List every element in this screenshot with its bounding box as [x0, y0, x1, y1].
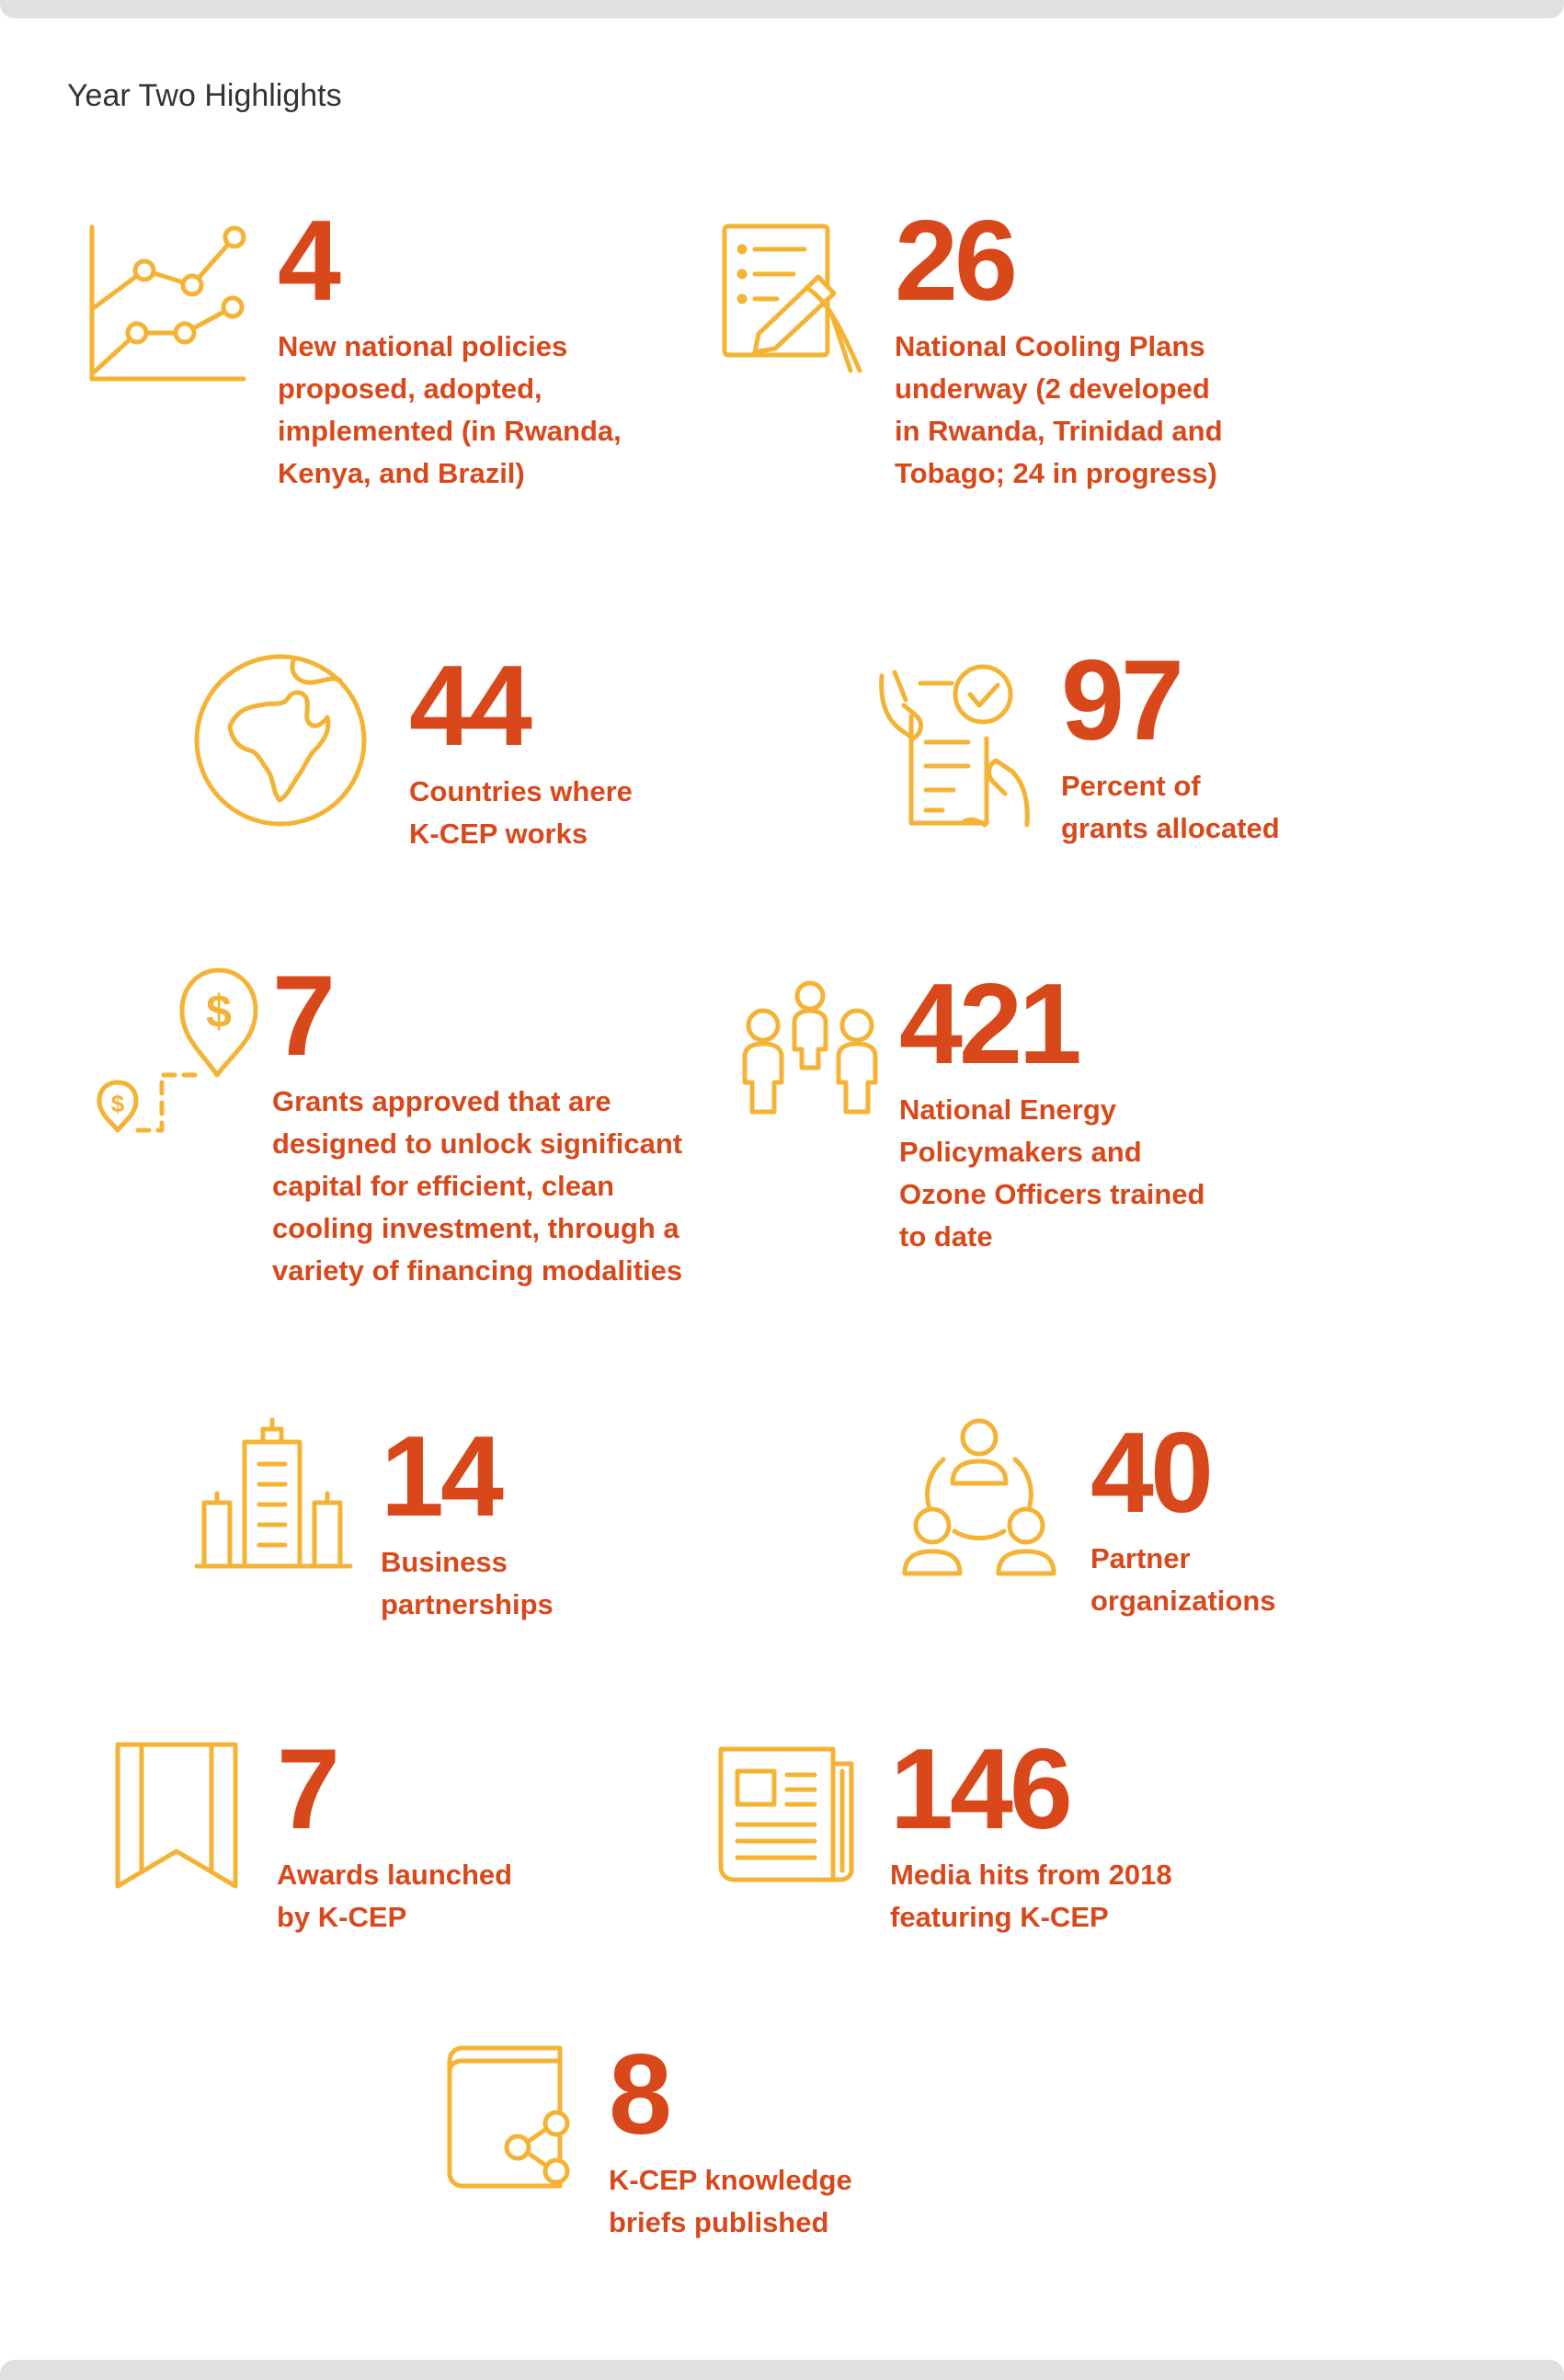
- line-chart-icon: [89, 224, 249, 383]
- stat-business-partnerships: [381, 1413, 554, 1626]
- globe-icon: [193, 653, 368, 828]
- stat-description: New national policies proposed, adopted, implemented (in Rwanda, Kenya, and Brazil): [278, 330, 622, 489]
- stat-description: Media hits from 2018 featuring K-CEP: [890, 1859, 1172, 1933]
- stat-grants-approved: [272, 953, 683, 1292]
- stat-number: 7: [272, 953, 332, 1080]
- network-people-icon: [899, 1417, 1060, 1578]
- stat-description: K-CEP knowledge briefs published: [609, 2164, 852, 2238]
- stat-countries: [409, 643, 633, 855]
- stat-trained: [899, 961, 1205, 1258]
- bookmark-icon: [114, 1741, 239, 1892]
- stat-number: 421: [899, 961, 1079, 1088]
- stat-cooling-plans: [895, 198, 1223, 495]
- stat-number: 14: [381, 1413, 500, 1540]
- svg-text:$: $: [110, 1090, 125, 1117]
- buildings-icon: [193, 1418, 354, 1570]
- stat-number: 8: [609, 2031, 668, 2158]
- approved-document-icon: [876, 663, 1033, 829]
- stat-description: Countries where K-CEP works: [409, 775, 633, 850]
- stat-number: 146: [890, 1726, 1069, 1853]
- stat-awards: [277, 1726, 513, 1939]
- people-group-icon: [741, 979, 879, 1117]
- stat-description: National Cooling Plans underway (2 developed in Rwanda, Trinidad and Tobago; 24 in progress): [895, 330, 1223, 489]
- stat-knowledge-briefs: [609, 2031, 852, 2244]
- book-share-icon: [446, 2044, 579, 2191]
- map-pin-dollar-icon: [96, 965, 261, 1136]
- stat-number: 40: [1090, 1410, 1210, 1537]
- stat-number: 4: [278, 198, 337, 325]
- stat-description: Percent of grants allocated: [1061, 770, 1280, 844]
- bottom-bar: [0, 2360, 1564, 2380]
- stat-policies: [278, 198, 622, 495]
- checklist-pen-icon: [722, 223, 873, 375]
- stat-partner-organizations: [1090, 1410, 1276, 1622]
- stat-description: Partner organizations: [1090, 1542, 1276, 1617]
- newspaper-icon: [717, 1745, 866, 1883]
- stat-number: 7: [277, 1726, 337, 1853]
- stat-description: National Energy Policymakers and Ozone Officers trained to date: [899, 1093, 1205, 1253]
- page-title: Year Two Highlights: [67, 77, 342, 113]
- stat-media-hits: [890, 1726, 1172, 1939]
- stat-description: Grants approved that are designed to unlock significant capital for efficient, clean cooling investment, through a variety of financing modalities: [272, 1085, 683, 1287]
- svg-text:$: $: [206, 986, 232, 1037]
- stat-description: Business partnerships: [381, 1546, 554, 1620]
- stat-number: 26: [895, 198, 1014, 325]
- stat-number: 44: [409, 643, 529, 770]
- top-bar: [0, 0, 1564, 18]
- stat-number: 97: [1061, 637, 1181, 764]
- stat-grants-allocated: [1061, 637, 1280, 850]
- stat-description: Awards launched by K-CEP: [277, 1859, 513, 1933]
